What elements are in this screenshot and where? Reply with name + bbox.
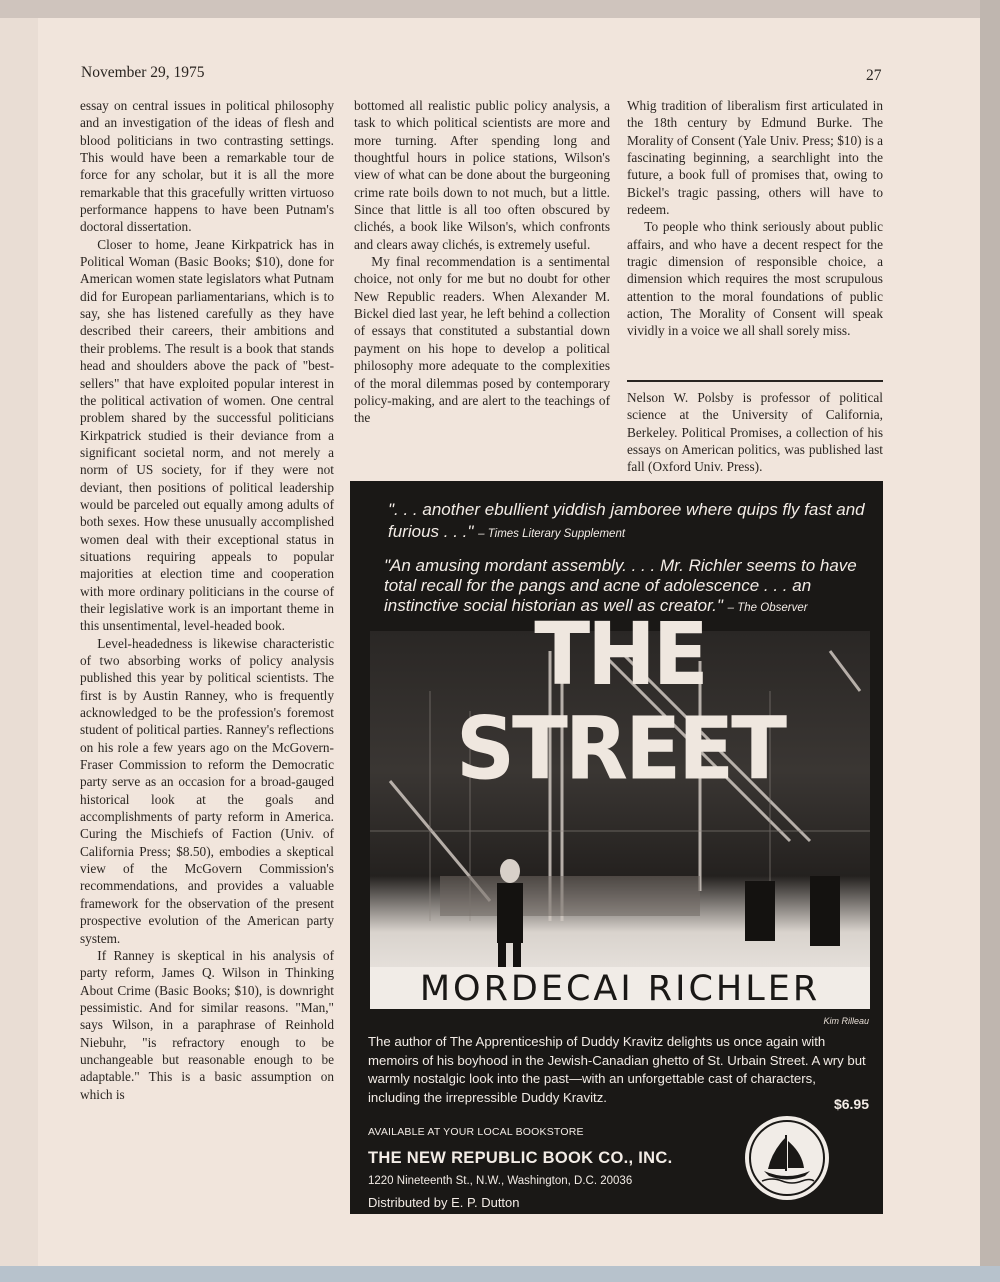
paragraph: To people who think seriously about public affairs, and who have a decent respect for the tragic dimension of responsible choice, a dimension which requires the most scrupulous attention to the moral foundations of public action, The Morality of Consent will speak vividly in a voice we all shall sorely miss. (627, 219, 883, 339)
quote-source: – Times Literary Supplement (478, 528, 626, 540)
bio-divider (627, 380, 883, 382)
article-column-2 (354, 97, 610, 427)
availability-note: AVAILABLE AT YOUR LOCAL BOOKSTORE (368, 1126, 584, 1138)
book-blurb: The author of The Apprenticeship of Duddy Kravitz delights us once again with memoirs of his boyhood in the Jewish-Canadian ghetto of St. Urbain Street. A wry but warmly nostalgic look into the past—with an unforgettable cast of characters, including the irrepressible Duddy Kravitz. (368, 1034, 866, 1105)
paragraph: bottomed all realistic public policy analysis, a task to which political scientists are more and more turning. After spending long and thoughtful hours in police stations, Wilson's view of what can be done about the burgeoning crime rate boils down to not much, but a little. Since that little is all too often obscured by clichés, a book like Wilson's, which confronts and clears away clichés, is extremely useful. (354, 98, 610, 252)
scan-bottom-edge (0, 1266, 1000, 1282)
quote-text: ". . . another ebullient yiddish jamboree where quips fly fast and furious . . ." (388, 500, 865, 541)
ship-logo-icon (742, 1113, 832, 1203)
article-column-3 (627, 97, 883, 340)
book-author: MORDECAI RICHLER (370, 967, 870, 1009)
quote-source: – The Observer (727, 602, 808, 614)
distributor: Distributed by E. P. Dutton (368, 1195, 520, 1210)
paragraph: Level-headedness is likewise characteristic of two absorbing works of policy analysis published this year by political scientists. The first is by Austin Ranney, who is frequently acknowledged to be the profession's foremost student of political parties. Ranney's reflections on his role a few years ago on the McGovern-Fraser Commission to reform the Democratic party serve as an occasion for a broad-gauged historical look at the goals and accomplishments of party reform in America. Curing the Mischiefs of Faction (Univ. of California Press; $8.50), embodies a skeptical view of the McGovern Commission's recommendations, and provides a valuable framework for the observation of the present prospective evolution of the American party system. (80, 635, 334, 946)
book-price: $6.95 (833, 1096, 869, 1112)
publisher-name: THE NEW REPUBLIC BOOK CO., INC. (368, 1149, 673, 1167)
scan-edge (980, 0, 1000, 1282)
article-column-1 (80, 97, 334, 1103)
paragraph: If Ranney is skeptical in his analysis of party reform, James Q. Wilson in Thinking About Crime (Basic Books; $10), is downright pessimistic. And for similar reasons. "Man," says Wilson, in a paraphrase of Reinhold Niebuhr, "is refractory enough to be unchangeable but reasonable enough to be adaptable." This is a basic assumption on which is (80, 947, 334, 1102)
paragraph: My final recommendation is a sentimental choice, not only for me but no doubt for other New Republic readers. When Alexander M. Bickel died last year, he left behind a collection of essays that constituted a substantial down payment on his hope to develop a political philosophy more adequate to the complexities of the moral dilemmas posed by contemporary policy-making, and are alert to the teachings of the (354, 254, 610, 426)
binding-gutter (0, 18, 39, 1266)
book-advertisement (350, 481, 883, 1214)
review-quote-1 (388, 499, 868, 545)
paragraph: essay on central issues in political philosophy and an investigation of the ideas of flesh and blood politicians in two contrasting settings. This would have been a remarkable tour de force for any scholar, but it is all the more remarkable that this gracefully written virtuoso performance happens to have been Putnam's doctoral dissertation. (80, 98, 334, 235)
author-bio: Nelson W. Polsby is professor of political science at the University of California, Berkeley. Political Promises, a collection of his essays on American politics, was published last fall (Oxford Univ. Press). (627, 390, 883, 475)
page-number: 27 (866, 67, 882, 84)
paragraph: Closer to home, Jeane Kirkpatrick has in Political Woman (Basic Books; $10), done for American women state legislators what Putnam did for European parliamentarians, which is to say, she has listened carefully as they have described their careers, their ambitions and their problems. The result is a book that stands head and shoulders above the pack of "best-sellers" that have exploited popular interest in the political activation of women. One central problem shared by the successful politicians Kirkpatrick studied is their deviance from a significant societal norm, and not merely a norm of US society, for if they were not deviant, then positions of political leadership would be parceled out equally among adults of both sexes. How these unusually accomplished women deal with their exceptional status in situations requiring appeals to popular majorities at election time and cooperation with more ordinary politicians in the course of their legislative work is an important theme in this unsentimental, level-headed book. (80, 236, 334, 634)
photo-credit: Kim Rilleau (823, 1016, 869, 1026)
issue-date: November 29, 1975 (81, 64, 205, 81)
quote-text: "An amusing mordant assembly. . . . Mr. Richler seems to have total recall for the pangs and acne of adolescence . . . an instinctive social historian as well as creator." (384, 556, 857, 615)
publisher-address: 1220 Nineteenth St., N.W., Washington, D.C. 20036 (368, 1175, 633, 1187)
book-title: THE STREET (455, 605, 785, 800)
paragraph: Whig tradition of liberalism first articulated in the 18th century by Edmund Burke. The Morality of Consent (Yale Univ. Press; $10) is a fascinating beginning, a searchlight into the future, a book full of promises that, owing to Bickel's tragic passing, others will have to redeem. (627, 98, 883, 218)
